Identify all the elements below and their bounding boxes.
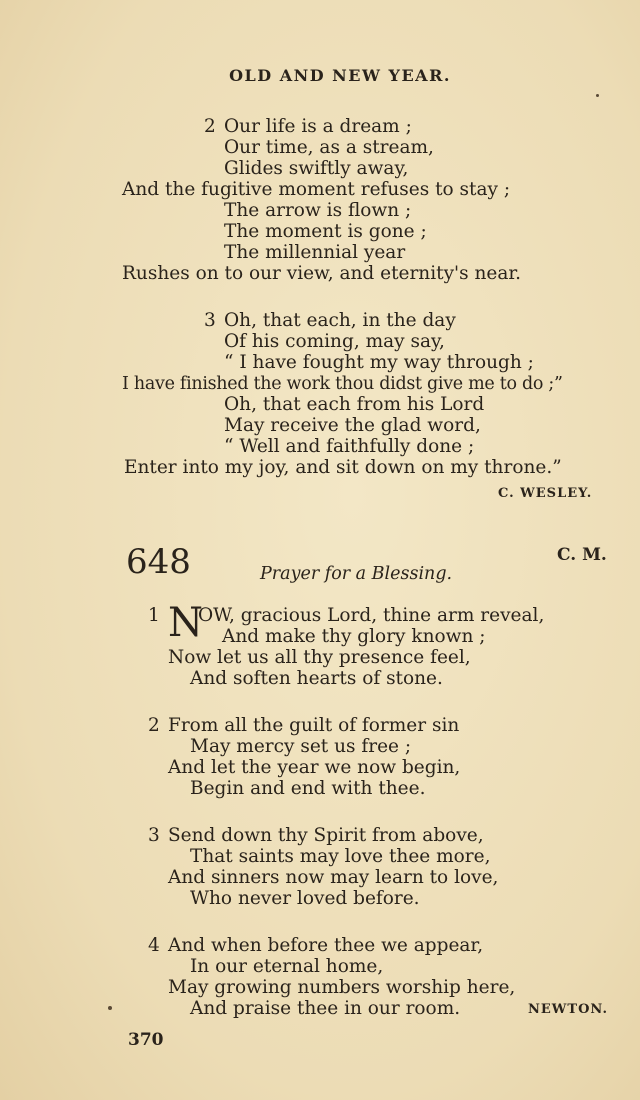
verse-line: Our life is a dream ; [224, 116, 412, 137]
running-head: OLD AND NEW YEAR. [229, 66, 451, 85]
verse-line: And let the year we now begin, [168, 757, 461, 778]
verse-line: In our eternal home, [190, 956, 384, 977]
verse-line: OW, gracious Lord, thine arm reveal, [198, 605, 545, 626]
verse-line: And the fugitive moment refuses to stay ; [122, 179, 511, 200]
verse-line: I have finished the work thou didst give me to do ;” [122, 374, 563, 394]
verse-line: And sinners now may learn to love, [168, 867, 499, 888]
verse-line: “ Well and faithfully done ; [224, 436, 475, 457]
hymn-meter: C. M. [557, 545, 607, 565]
drop-cap: N [168, 600, 203, 646]
stanza-number: 4 [148, 935, 160, 956]
author-attribution: NEWTON. [528, 1002, 608, 1017]
verse-line: Our time, as a stream, [224, 137, 434, 158]
stanza-number: 2 [204, 116, 216, 137]
ink-speck [596, 94, 599, 97]
verse-line: The arrow is flown ; [224, 200, 412, 221]
verse-line: The millennial year [224, 242, 406, 263]
verse-line: Who never loved before. [190, 888, 420, 909]
verse-line: Glides swiftly away, [224, 158, 409, 179]
verse-line: The moment is gone ; [224, 221, 427, 242]
verse-line: Rushes on to our view, and eternity's near. [122, 263, 522, 284]
stanza-number: 1 [148, 605, 160, 626]
verse-line: And soften hearts of stone. [190, 668, 443, 689]
page-number: 370 [128, 1030, 164, 1050]
verse-line: And make thy glory known ; [222, 626, 486, 647]
verse-line: May receive the glad word, [224, 415, 481, 436]
stanza-number: 2 [148, 715, 160, 736]
ink-speck [108, 1006, 112, 1010]
hymn-title: Prayer for a Blessing. [260, 564, 453, 584]
verse-line: Oh, that each from his Lord [224, 394, 485, 415]
verse-line: May mercy set us free ; [190, 736, 412, 757]
verse-line: Of his coming, may say, [224, 331, 445, 352]
verse-line: Now let us all thy presence feel, [168, 647, 471, 668]
hymn-number: 648 [126, 542, 191, 582]
verse-line: And when before thee we appear, [168, 935, 484, 956]
verse-line: “ I have fought my way through ; [224, 352, 534, 373]
verse-line: From all the guilt of former sin [168, 715, 460, 736]
verse-line: Enter into my joy, and sit down on my throne.” [124, 457, 562, 478]
author-attribution: C. WESLEY. [498, 486, 593, 501]
stanza-number: 3 [148, 825, 160, 846]
verse-line: Send down thy Spirit from above, [168, 825, 484, 846]
verse-line: That saints may love thee more, [190, 846, 491, 867]
verse-line: May growing numbers worship here, [168, 977, 516, 998]
verse-line: Begin and end with thee. [190, 778, 426, 799]
verse-line: Oh, that each, in the day [224, 310, 456, 331]
verse-line: And praise thee in our room. [190, 998, 461, 1019]
stanza-number: 3 [204, 310, 216, 331]
